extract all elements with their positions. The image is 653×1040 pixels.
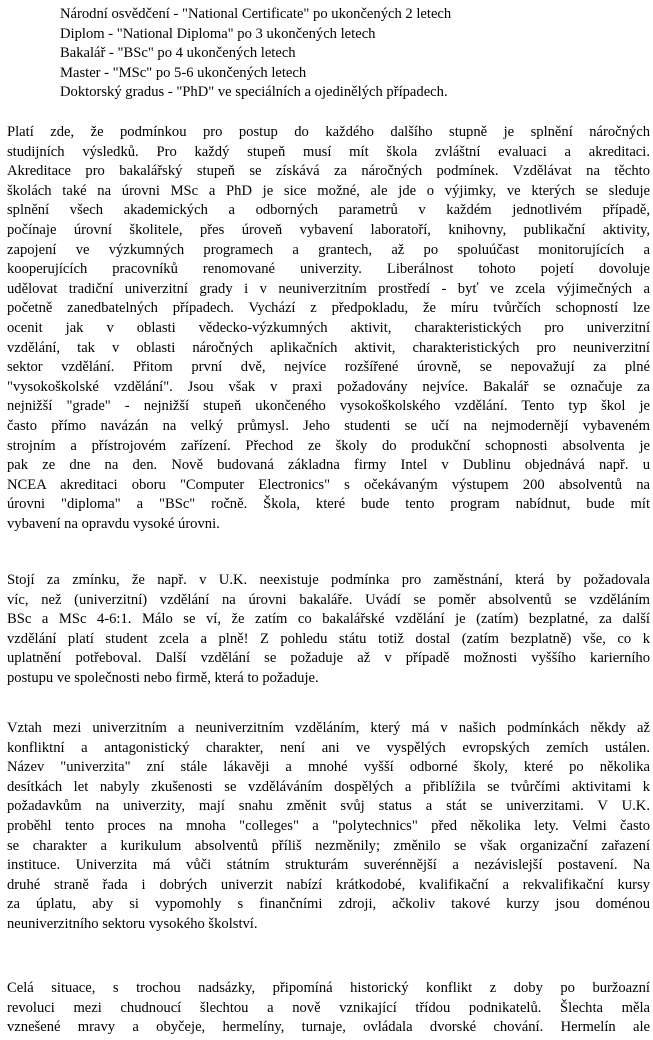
text-line: Akreditace pro bakalářský stupeň se získává za náročných podmínek. Vzdělávat na těchto [7,163,650,180]
degree-item: Diplom - "National Diploma" po 3 ukončených letech [60,25,376,42]
text-line: NCEA akreditaci oboru "Computer Electronics" s očekávaným výstupem 200 absolventů na [7,476,650,493]
text-line: ocenit jak v oblasti vědecko-výzkumných aktivit, charakteristických pro univerzitní [7,319,650,336]
text-line: studijních výsledků. Pro každý stupeň musí mít škola zvláštní evaluaci a akreditaci. [7,143,650,160]
text-line: nejnižší "grade" - nejnižší stupeň ukončeného vysokoškolského vzdělání. Tento typ škol je [7,398,650,415]
degree-item: Bakalář - "BSc" po 4 ukončených letech [60,45,296,62]
text-line: konfliktní a antagonistický charakter, není ani ve vyspělých evropských zemích ustálen. [7,739,650,756]
text-line: početně zanedbatelných případech. Vychází z předpokladu, že míru tvůrčích schopností lze [7,300,650,317]
paragraph-uk-employment [7,571,650,689]
text-line: druhé straně řada i dobrých univerzit nabízí krátkodobé, kvalifikační a rekvalifikační kursy [7,876,650,893]
text-line: uplatnění potřeboval. Další vzdělání se požaduje až v případě možnosti vyššího karierního [7,650,650,667]
text-line: kooperujících pracovníků renomované univerzity. Liberálnost tohoto pojetí dovoluje [7,261,650,278]
text-line: požadavkům na univerzity, mají snahu změnit svůj status a stát se univerzitami. V U.K. [7,798,650,815]
text-line: vzdělání platí student zcela a plně! Z pohledu státu totiž dostal (zatím bezplatně) vše, co k [7,630,650,647]
degree-item: Master - "MSc" po 5-6 ukončených letech [60,64,307,81]
text-line: udělovat tradiční univerzitní grady i v neuniverzitním prostředí - byť ve zcela výjimečných a [7,280,650,297]
text-line: víc, než (univerzitní) vzdělání na úrovni bakaláře. Uvádí se poměr absolventů se vzděláním [7,591,650,608]
text-line: vznešené mravy a obyčeje, hermelíny, turnaje, ovládala dvorské chování. Hermelín ale [7,1019,650,1036]
text-line: proběhl tento proces na mnoha "colleges" a "polytechnics" před několika lety. Velmi často [7,817,650,834]
text-line: desítkách let nabyly zkušenosti se vzděláváním dospělých a přiblížila se tvůrčími aktivitami k [7,778,650,795]
text-line: instituce. Univerzita má vůči státním strukturám suverénnější a nezávislejší postavení. Na [7,857,650,874]
degree-item: Národní osvědčení - "National Certificate" po ukončených 2 letech [60,6,452,22]
text-line: strojním a přístrojovém zařízení. Přechod ze školy do produkční schopnosti absolventa je [7,437,650,454]
text-line: splnění všech akademických a odborných parametrů v každém jednotlivém případě, [7,202,650,219]
text-line: pak ze dne na den. Nově budovaná základna firmy Intel v Dublinu objednává např. u [7,457,650,474]
text-line: postupu ve společnosti nebo firmě, která to požaduje. [7,669,319,686]
text-line: Platí zde, že podmínkou pro postup do každého dalšího stupně je splnění náročných [7,124,650,140]
paragraph-historical-analogy [7,979,650,1038]
paragraph-degree-progression [7,123,650,534]
degree-list [60,5,451,103]
text-line: vybavení na opravdu vysoké úrovni. [7,515,220,532]
text-line: sektor vzdělání. Přitom první dvě, nejvíce rozšířené úrovně, se nepovažují za plné [7,359,650,376]
text-line: za úplatu, aby si vypomohly s finančními zdroji, ačkoliv takové kurzy jsou doménou [7,896,650,913]
text-line: Název "univerzita" zní stále lákavěji a mnohé vyšší odborné školy, které po několika [7,759,650,776]
text-line: počínaje úrovní školitele, přes úroveň vybavení laboratoří, knihovny, publikační aktivity, [7,221,650,238]
paragraph-university-relationship [7,719,650,935]
text-line: školách také na úrovni MSc a PhD je sice možné, ale jde o výjimky, ve kterých se sleduje [7,182,650,199]
text-line: úrovni "diploma" a "BSc" ročně. Škola, které bude tento program nabídnut, bude mít [7,496,650,513]
degree-item: Doktorský gradus - "PhD" ve speciálních a ojedinělých případech. [60,84,448,101]
text-line: Vztah mezi univerzitním a neuniverzitním vzděláním, který má v našich podmínkách někdy až [7,720,650,736]
text-line: BSc a MSc 4-6:1. Málo se ví, že zatím co bakalářské vzdělání je (zatím) bezplatné, za další [7,611,650,628]
text-line: často přímo navázán na velký průmysl. Jeho studenti se učí na nejmodernějí vybaveném [7,417,650,434]
text-line: se charakter a kurikulum absolventů příliš nezměnily; změnilo se však organizační zařazení [7,837,650,854]
text-line: Celá situace, s trochou nadsázky, připomíná historický konflikt z doby po buržoazní [7,980,650,996]
text-line: zapojení ve výzkumných programech a grantech, až po spoluúčast monitorujících a [7,241,650,258]
text-line: Stojí za zmínku, že např. v U.K. neexistuje podmínka pro zaměstnání, která by požadovala [7,572,650,588]
text-line: revoluci mezi chudnoucí šlechtou a nově vznikající třídou podnikatelů. Šlechta měla [7,999,650,1016]
text-line: neuniverzitního sektoru vysokého školství. [7,915,258,932]
text-line: vzdělání, tak v oblasti náročných aplikačních aktivit, charakteristických pro neuniverzitní [7,339,650,356]
text-line: "vysokoškolské vzdělání". Jsou však v praxi požadovány nejvíce. Bakalář se označuje za [7,378,650,395]
